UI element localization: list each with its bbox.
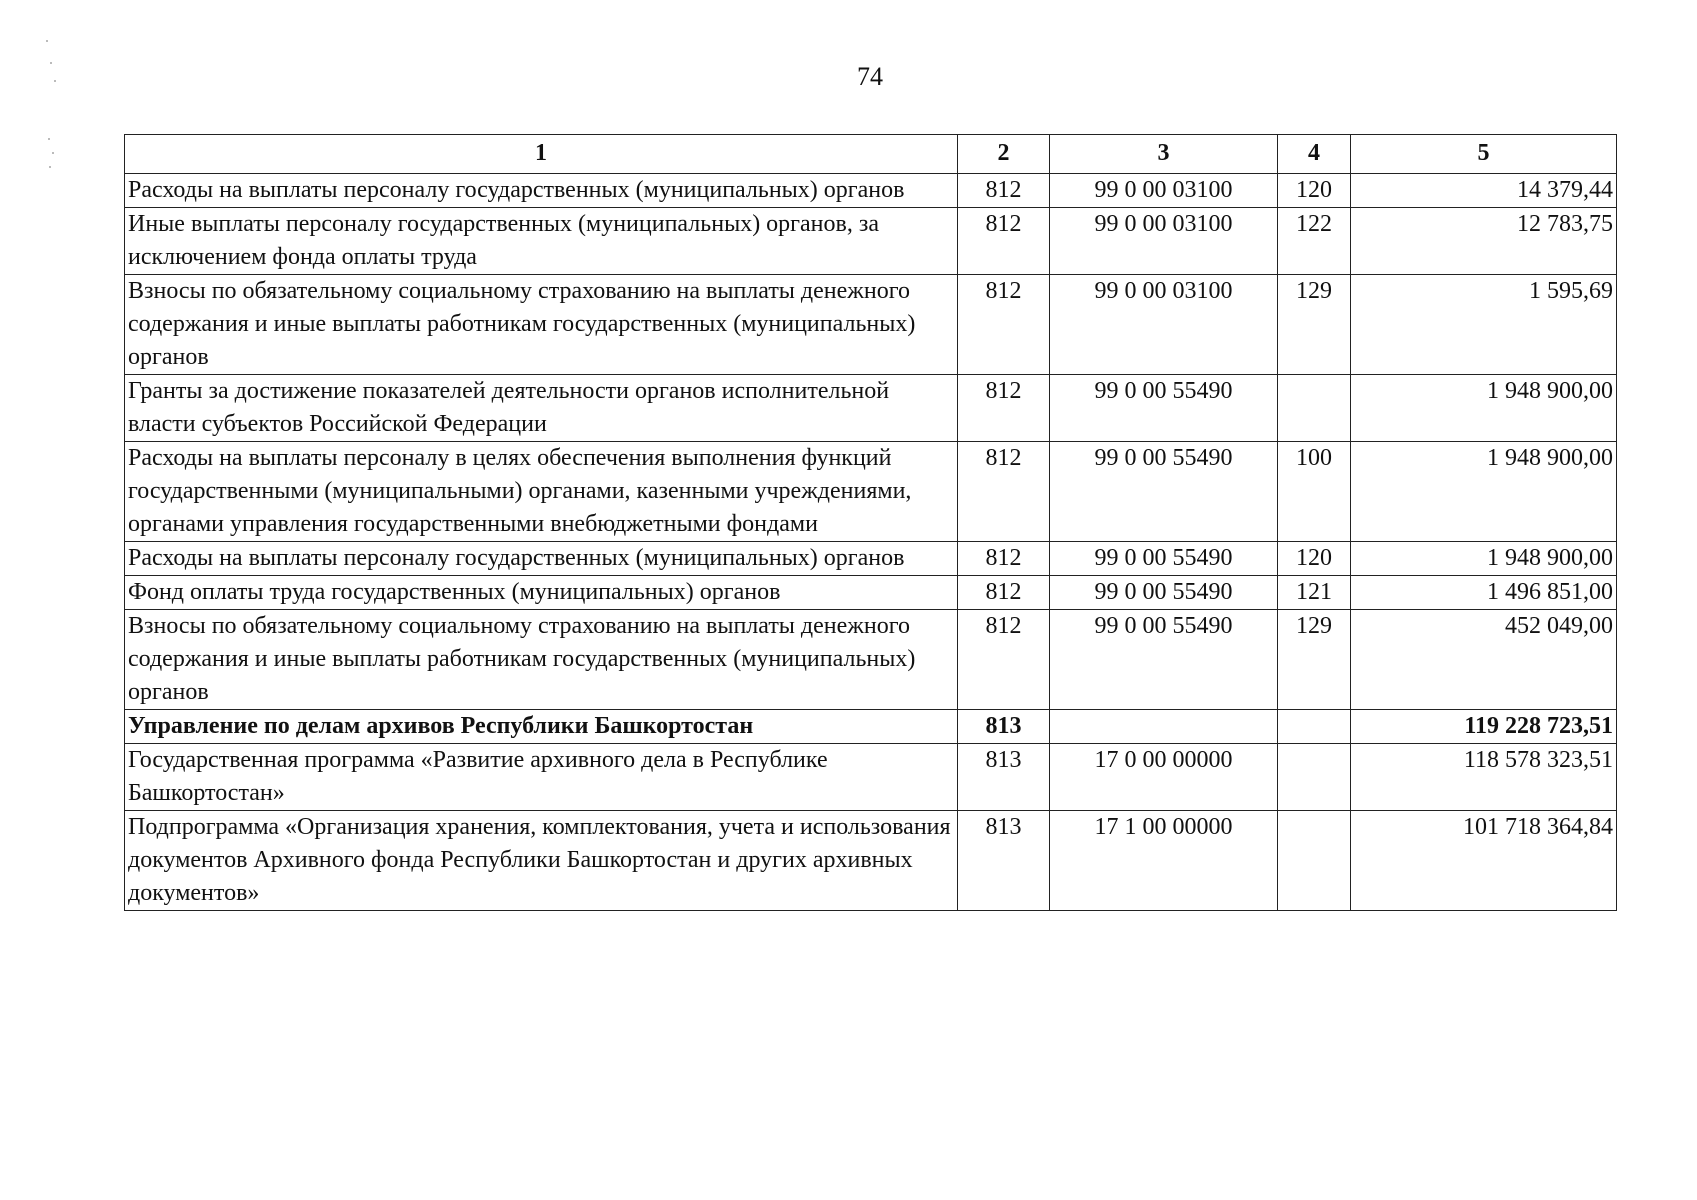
row-col4 bbox=[1278, 710, 1351, 744]
row-col4 bbox=[1278, 811, 1351, 911]
row-col3 bbox=[1050, 710, 1278, 744]
scan-marks bbox=[44, 40, 58, 180]
row-col4: 100 bbox=[1278, 442, 1351, 542]
row-col3: 99 0 00 55490 bbox=[1050, 610, 1278, 710]
row-col4: 121 bbox=[1278, 576, 1351, 610]
row-amount: 452 049,00 bbox=[1351, 610, 1617, 710]
row-name: Взносы по обязательному социальному страхованию на выплаты денежного содержания и иные выплаты работникам государственных (муниципальных) органов bbox=[125, 275, 958, 375]
row-col2: 812 bbox=[958, 375, 1050, 442]
row-name: Иные выплаты персоналу государственных (муниципальных) органов, за исключением фонда оплаты труда bbox=[125, 208, 958, 275]
row-name: Расходы на выплаты персоналу государственных (муниципальных) органов bbox=[125, 542, 958, 576]
row-col2: 812 bbox=[958, 576, 1050, 610]
table-row bbox=[125, 174, 1617, 208]
page-number: 74 bbox=[857, 62, 883, 91]
row-amount: 1 595,69 bbox=[1351, 275, 1617, 375]
row-col3: 17 0 00 00000 bbox=[1050, 744, 1278, 811]
header-cell: 2 bbox=[958, 135, 1050, 174]
row-col2: 812 bbox=[958, 542, 1050, 576]
table-row bbox=[125, 275, 1617, 375]
header-cell: 3 bbox=[1050, 135, 1278, 174]
table-row bbox=[125, 375, 1617, 442]
row-col4: 122 bbox=[1278, 208, 1351, 275]
row-name: Взносы по обязательному социальному страхованию на выплаты денежного содержания и иные выплаты работникам государственных (муниципальных) органов bbox=[125, 610, 958, 710]
row-name: Расходы на выплаты персоналу в целях обеспечения выполнения функций государственными (муниципальными) органами, казенными учреждениями, органами управления государственными внебюджетными фондами bbox=[125, 442, 958, 542]
row-col2: 812 bbox=[958, 208, 1050, 275]
row-name: Фонд оплаты труда государственных (муниципальных) органов bbox=[125, 576, 958, 610]
row-amount: 1 948 900,00 bbox=[1351, 375, 1617, 442]
row-col4 bbox=[1278, 744, 1351, 811]
row-col4: 129 bbox=[1278, 610, 1351, 710]
table-row bbox=[125, 542, 1617, 576]
row-amount: 1 948 900,00 bbox=[1351, 542, 1617, 576]
row-name: Расходы на выплаты персоналу государственных (муниципальных) органов bbox=[125, 174, 958, 208]
header-row bbox=[125, 135, 1617, 174]
row-col4: 120 bbox=[1278, 542, 1351, 576]
row-col2: 813 bbox=[958, 710, 1050, 744]
table-row bbox=[125, 744, 1617, 811]
row-amount: 1 948 900,00 bbox=[1351, 442, 1617, 542]
row-col3: 99 0 00 03100 bbox=[1050, 208, 1278, 275]
row-col3: 99 0 00 55490 bbox=[1050, 542, 1278, 576]
header-cell: 5 bbox=[1351, 135, 1617, 174]
row-col3: 99 0 00 55490 bbox=[1050, 442, 1278, 542]
row-amount: 101 718 364,84 bbox=[1351, 811, 1617, 911]
row-name: Гранты за достижение показателей деятельности органов исполнительной власти субъектов Российской Федерации bbox=[125, 375, 958, 442]
row-col2: 812 bbox=[958, 442, 1050, 542]
table-row bbox=[125, 208, 1617, 275]
table-row bbox=[125, 442, 1617, 542]
row-amount: 14 379,44 bbox=[1351, 174, 1617, 208]
row-amount: 1 496 851,00 bbox=[1351, 576, 1617, 610]
row-amount: 119 228 723,51 bbox=[1351, 710, 1617, 744]
row-col3: 17 1 00 00000 bbox=[1050, 811, 1278, 911]
row-name: Управление по делам архивов Республики Башкортостан bbox=[125, 710, 958, 744]
row-col3: 99 0 00 55490 bbox=[1050, 576, 1278, 610]
row-col3: 99 0 00 55490 bbox=[1050, 375, 1278, 442]
table-row bbox=[125, 576, 1617, 610]
row-col4: 120 bbox=[1278, 174, 1351, 208]
header-cell: 4 bbox=[1278, 135, 1351, 174]
row-col2: 812 bbox=[958, 275, 1050, 375]
row-col2: 813 bbox=[958, 744, 1050, 811]
header-cell: 1 bbox=[125, 135, 958, 174]
row-col4: 129 bbox=[1278, 275, 1351, 375]
table-row bbox=[125, 811, 1617, 911]
row-col2: 813 bbox=[958, 811, 1050, 911]
budget-table bbox=[124, 134, 1617, 911]
row-col2: 812 bbox=[958, 610, 1050, 710]
row-col3: 99 0 00 03100 bbox=[1050, 275, 1278, 375]
row-amount: 12 783,75 bbox=[1351, 208, 1617, 275]
row-col4 bbox=[1278, 375, 1351, 442]
row-col2: 812 bbox=[958, 174, 1050, 208]
row-name: Подпрограмма «Организация хранения, комплектования, учета и использования документов Архивного фонда Республики Башкортостан и других архивных документов» bbox=[125, 811, 958, 911]
row-col3: 99 0 00 03100 bbox=[1050, 174, 1278, 208]
table-row-total bbox=[125, 710, 1617, 744]
row-name: Государственная программа «Развитие архивного дела в Республике Башкортостан» bbox=[125, 744, 958, 811]
row-amount: 118 578 323,51 bbox=[1351, 744, 1617, 811]
table-row bbox=[125, 610, 1617, 710]
